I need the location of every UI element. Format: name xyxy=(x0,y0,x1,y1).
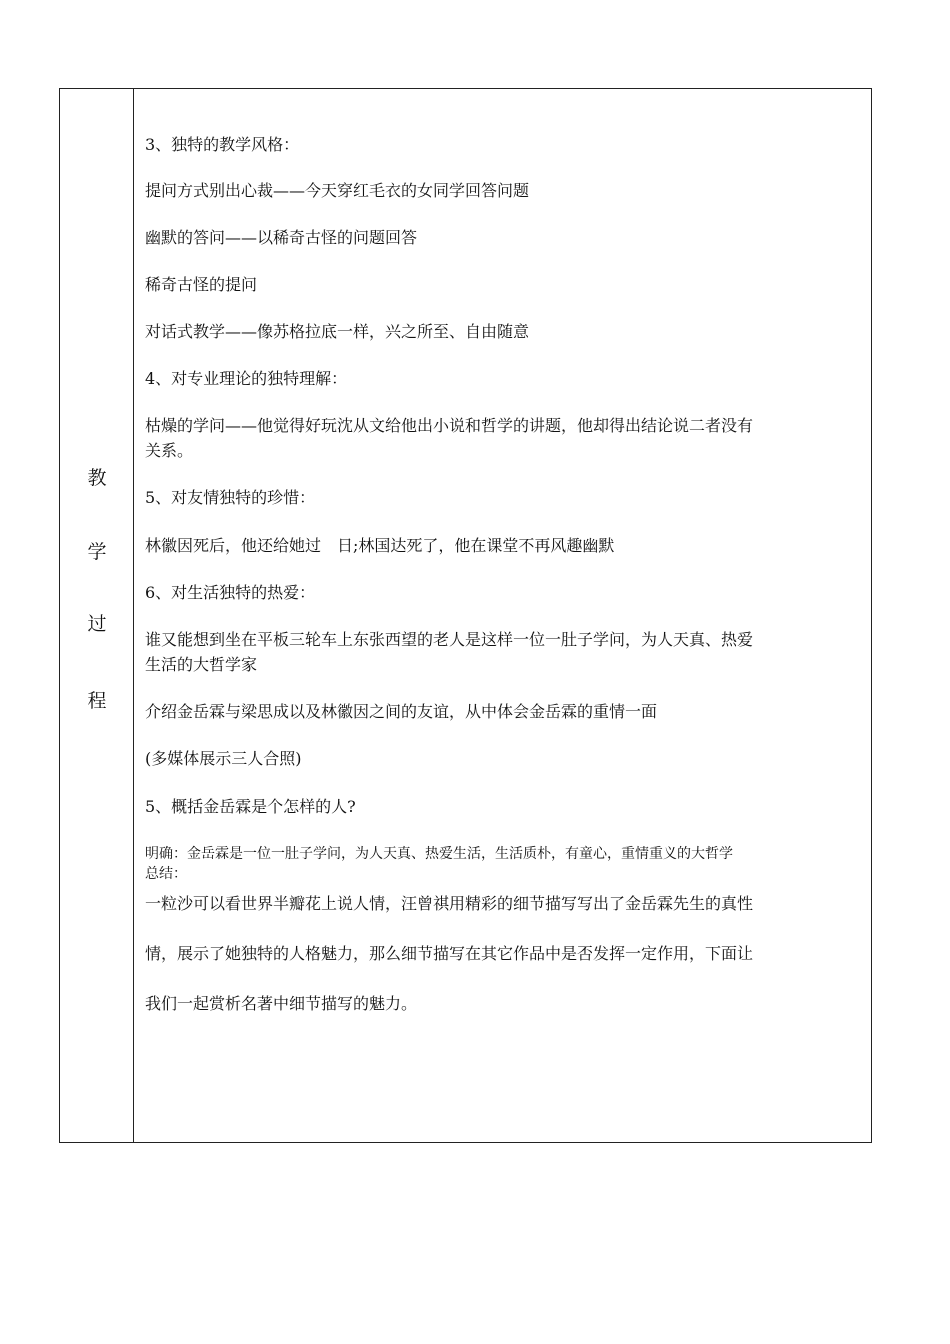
paragraph-summary: 情，展示了她独特的人格魅力，那么细节描写在其它作品中是否发挥一定作用，下面让 xyxy=(145,944,754,963)
paragraph-answer: 明确：金岳霖是一位一肚子学问，为人天真、热爱生活，生活质朴，有童心，重情重义的大哲学 xyxy=(145,846,733,862)
paragraph: 谁又能想到坐在平板三轮车上东张西望的老人是这样一位一肚子学问，为人天真、热爱 xyxy=(145,630,754,649)
paragraph: 对话式教学——像苏格拉底一样，兴之所至、自由随意 xyxy=(145,322,530,341)
paragraph: 幽默的答问——以稀奇古怪的问题回答 xyxy=(145,228,418,247)
heading-teaching-style: 3、独特的教学风格： xyxy=(145,135,300,154)
paragraph: 枯燥的学问——他觉得好玩沈从文给他出小说和哲学的讲题，他却得出结论说二者没有 xyxy=(145,416,754,435)
heading-life: 6、对生活独特的热爱： xyxy=(145,583,316,602)
section-label-char-4: 程 xyxy=(87,690,107,712)
paragraph: 生活的大哲学家 xyxy=(145,655,258,674)
paragraph-summary: 一粒沙可以看世界半瓣花上说人情，汪曾祺用精彩的细节描写写出了金岳霖先生的真性 xyxy=(145,894,754,913)
section-label-cell xyxy=(60,89,134,1142)
paragraph: 关系。 xyxy=(145,441,194,460)
paragraph: 提问方式别出心裁——今天穿红毛衣的女同学回答问题 xyxy=(145,181,530,200)
paragraph-summary: 我们一起赏析名著中细节描写的魅力。 xyxy=(145,994,418,1013)
section-label-char-2: 学 xyxy=(87,541,107,563)
lesson-table xyxy=(59,88,872,1143)
heading-friendship: 5、对友情独特的珍惜： xyxy=(145,488,316,507)
paragraph: 林徽因死后，他还给她过 日;林国达死了，他在课堂不再风趣幽默 xyxy=(145,536,615,555)
paragraph: 稀奇古怪的提问 xyxy=(145,275,258,294)
paragraph: 介绍金岳霖与梁思成以及林徽因之间的友谊，从中体会金岳霖的重情一面 xyxy=(145,702,658,721)
section-label-char-1: 教 xyxy=(87,467,107,489)
section-label-char-3: 过 xyxy=(87,613,107,635)
heading-summary-question: 5、概括金岳霖是个怎样的人? xyxy=(145,797,356,816)
heading-theory: 4、对专业理论的独特理解： xyxy=(145,369,348,388)
summary-label: 总结： xyxy=(145,866,187,882)
paragraph: (多媒体展示三人合照) xyxy=(145,749,302,768)
